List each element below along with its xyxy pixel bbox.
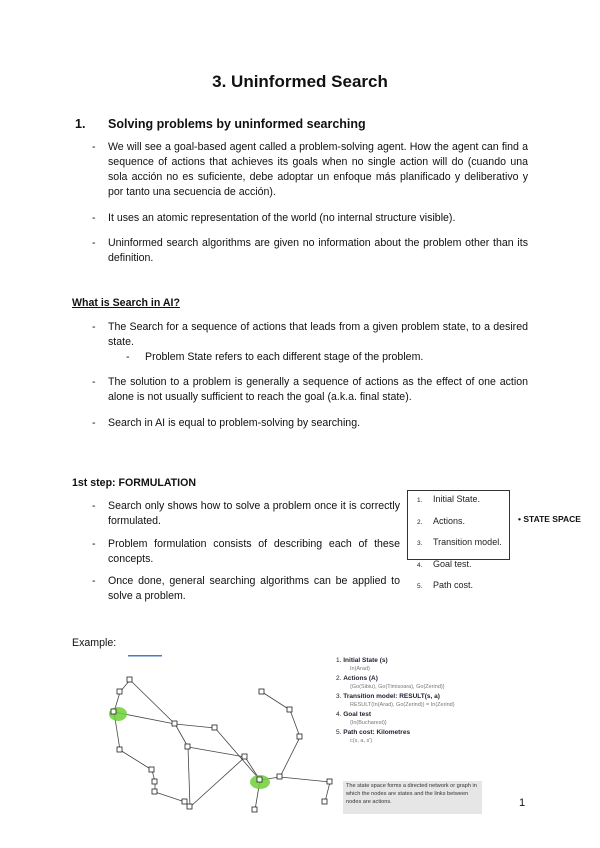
map-title-bar	[128, 655, 162, 657]
page-number: 1	[519, 797, 526, 809]
list-item: 3. Transition model.	[417, 537, 502, 547]
legend-sub: {In(Bucharest)}	[350, 720, 387, 726]
legend-item: 4. Goal test	[336, 711, 372, 718]
legend-item: 2. Actions (A)	[336, 675, 378, 682]
list-item: 4. Goal test.	[417, 559, 472, 569]
bullet-dash: -	[92, 321, 96, 333]
section-number: 1.	[75, 117, 86, 131]
bullet-text: Search only shows how to solve a problem once it is correctly formulated.	[108, 500, 400, 527]
map-nodes	[111, 677, 332, 812]
bullet-dash: -	[92, 141, 96, 153]
map-roads	[114, 680, 330, 810]
bullet-dash: -	[92, 538, 96, 550]
bullet-text: Once done, general searching algorithms can be applied to solve a problem.	[108, 575, 400, 602]
state-space-label: • STATE SPACE	[518, 514, 581, 524]
bullet-dash: -	[92, 575, 96, 587]
romania-map	[100, 652, 340, 817]
legend-sub: {Go(Sibiu), Go(Timisoara), Go(Zerind)}	[350, 684, 445, 690]
legend-sub: In(Arad)	[350, 666, 370, 672]
legend-item: 3. Transition model: RESULT(s, a)	[336, 693, 440, 700]
legend-item: 5. Path cost: Kilometres	[336, 729, 411, 736]
bullet-text: It uses an atomic representation of the world (no internal structure visible).	[108, 212, 456, 224]
example-label: Example:	[72, 637, 117, 649]
bullet-text: We will see a goal-based agent called a problem-solving agent. How the agent can find a sequence of actions that achieves its goals when no single action will do (cuando una sola acción no es suficiente, debe adoptar un enfoque más planificado y deliberativo y por tanto una secuencia de acción).	[108, 141, 528, 198]
bullet-dash: -	[92, 376, 96, 388]
bullet-text: Uninformed search algorithms are given no information about the problem other than its definition.	[108, 237, 528, 264]
bullet-text: The solution to a problem is generally a sequence of actions as the effect of one action alone is not usually sufficient to reach the goal (a.k.a. final state).	[108, 376, 528, 403]
list-item: 2. Actions.	[417, 516, 466, 526]
bullet-dash: -	[92, 237, 96, 249]
bullet-dash: -	[92, 500, 96, 512]
page-title: 3. Uninformed Search	[212, 72, 388, 91]
legend-sub: RESULT(In(Arad), Go(Zerind)) = In(Zerind)	[350, 702, 455, 708]
legend-sub: c(s, a, s')	[350, 738, 373, 744]
legend-item: 1. Initial State (s)	[336, 657, 388, 664]
section-title: Solving problems by uninformed searching	[108, 117, 366, 131]
bullet-text: Problem formulation consists of describing each of these concepts.	[108, 538, 400, 565]
example-legend	[336, 656, 486, 746]
sub-bullet-dash: -	[126, 351, 130, 363]
bullet-text: The Search for a sequence of actions that leads from a given problem state, to a desired state.	[108, 321, 528, 348]
sub-bullet-text: Problem State refers to each different stage of the problem.	[145, 351, 424, 363]
list-item: 1. Initial State.	[417, 494, 481, 504]
bullet-text: Search in AI is equal to problem-solving by searching.	[108, 417, 361, 429]
bullet-dash: -	[92, 212, 96, 224]
list-item: 5. Path cost.	[417, 580, 474, 590]
what-is-heading: What is Search in AI?	[72, 297, 180, 309]
step-heading: 1st step: FORMULATION	[72, 477, 196, 489]
state-space-note: The state space forms a directed network or graph in which the nodes are states and the links between nodes are actions.	[343, 781, 482, 814]
bullet-dash: -	[92, 417, 96, 429]
